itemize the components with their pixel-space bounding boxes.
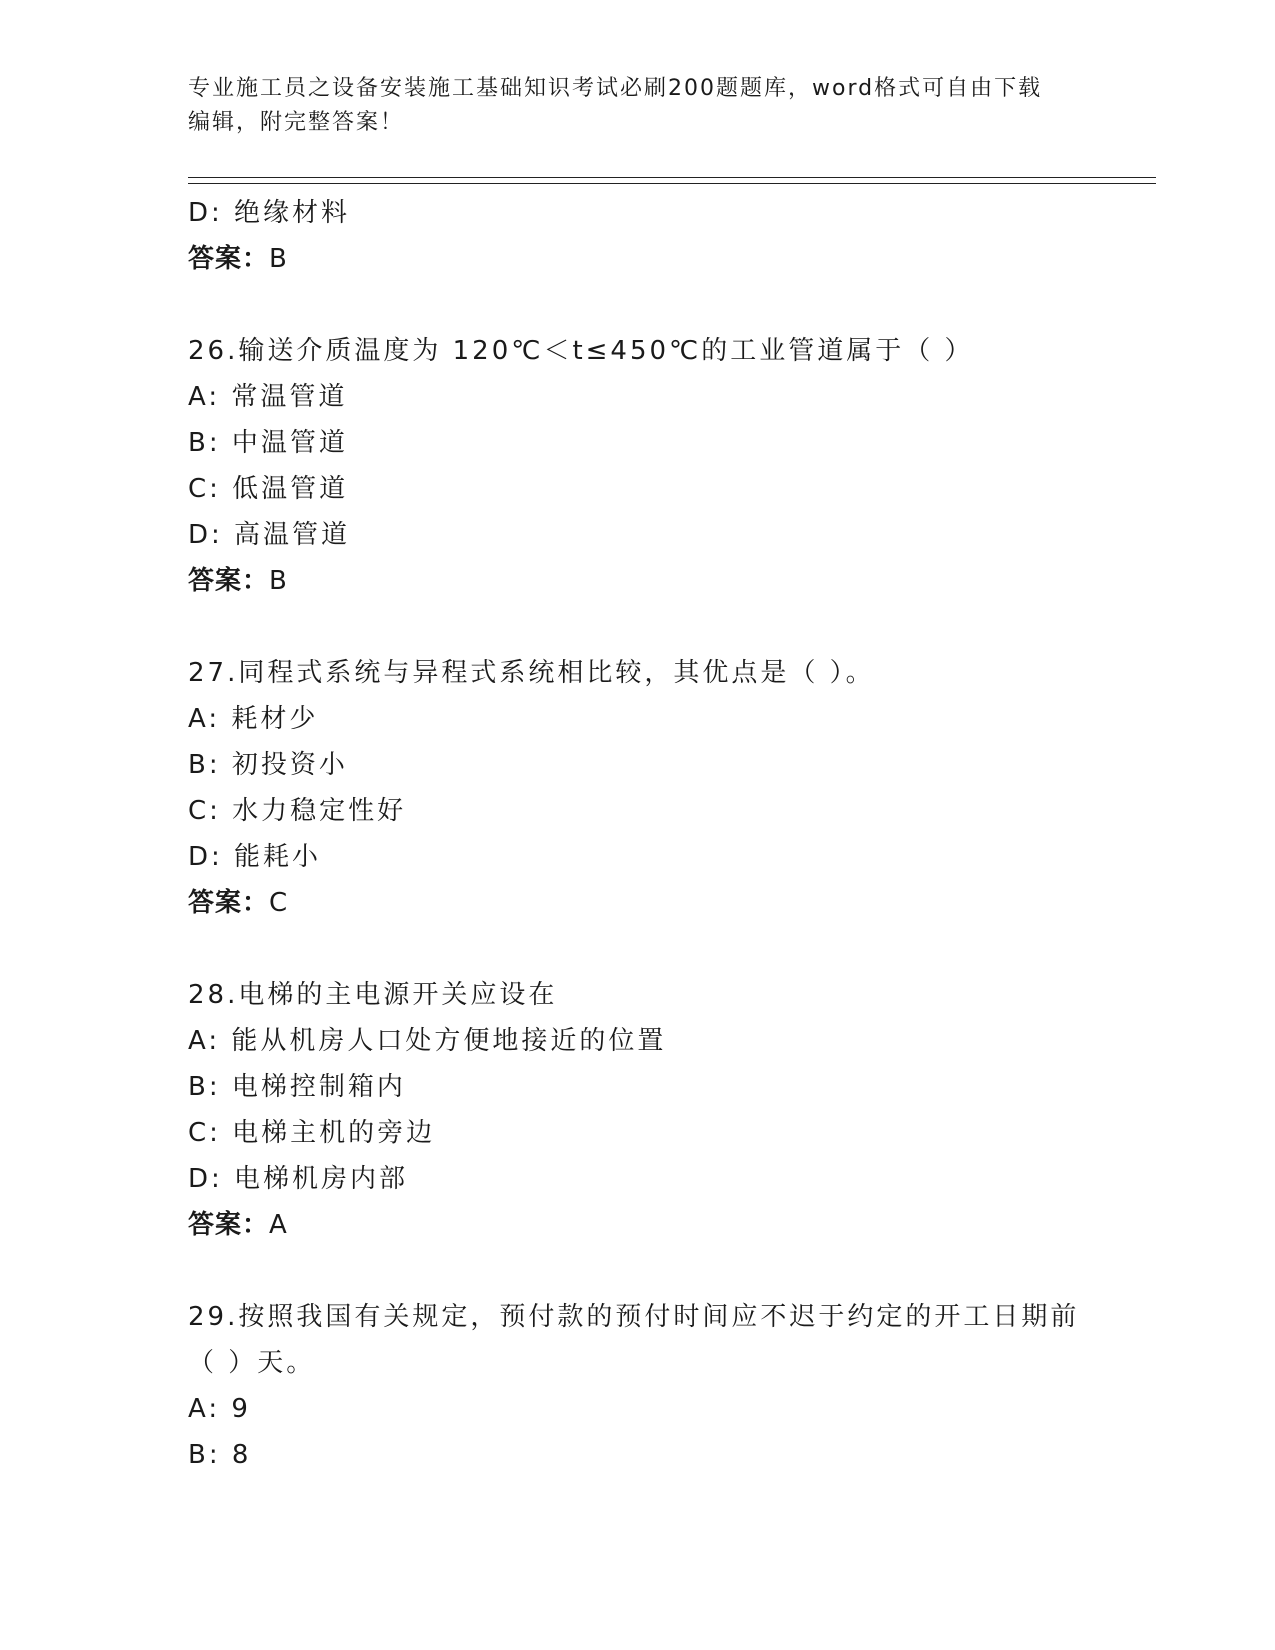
question-26-option-b: B: 中温管道: [188, 428, 348, 458]
answer-label: 答案：: [188, 888, 270, 918]
question-26-option-a: A: 常温管道: [188, 382, 348, 412]
document-header: [188, 72, 1108, 140]
question-29-option-b: B: 8: [188, 1440, 252, 1470]
header-line-2: 编辑，附完整答案！: [188, 110, 405, 135]
answer-value: C: [269, 888, 289, 918]
answer-value: B: [269, 244, 288, 274]
question-27-answer: [188, 880, 1108, 926]
question-27-option-d: D: 能耗小: [188, 842, 322, 872]
question-29-text-line-2: （ ）天。: [188, 1348, 316, 1378]
question-26-answer: [188, 558, 1108, 604]
document-body: [188, 190, 1108, 1478]
answer-value: B: [269, 566, 288, 596]
answer-label: 答案：: [188, 1210, 270, 1240]
answer-label: 答案：: [188, 244, 270, 274]
header-divider-bottom: [188, 183, 1156, 184]
question-26-text: 26.输送介质温度为 120℃＜t≤450℃的工业管道属于（ ）: [188, 336, 974, 366]
question-28-answer: [188, 1202, 1108, 1248]
question-29-option-a: A: 9: [188, 1394, 251, 1424]
option-d: D: 绝缘材料: [188, 198, 351, 228]
question-28-option-c: C: 电梯主机的旁边: [188, 1118, 436, 1148]
header-line-1: 专业施工员之设备安装施工基础知识考试必刷200题题库，word格式可自由下载: [188, 76, 1043, 101]
question-28-text: 28.电梯的主电源开关应设在: [188, 980, 558, 1010]
question-28-option-d: D: 电梯机房内部: [188, 1164, 409, 1194]
question-27-option-c: C: 水力稳定性好: [188, 796, 407, 826]
question-28-option-b: B: 电梯控制箱内: [188, 1072, 406, 1102]
question-27-option-b: B: 初投资小: [188, 750, 348, 780]
question-26-option-d: D: 高温管道: [188, 520, 351, 550]
answer-line: [188, 236, 1108, 282]
question-27-text: 27.同程式系统与异程式系统相比较，其优点是（ ）。: [188, 658, 875, 688]
question-26-option-c: C: 低温管道: [188, 474, 349, 504]
answer-label: 答案：: [188, 566, 270, 596]
header-divider-top: [188, 177, 1156, 178]
question-28-option-a: A: 能从机房人口处方便地接近的位置: [188, 1026, 667, 1056]
answer-value: A: [269, 1210, 288, 1240]
question-29-text-line-1: 29.按照我国有关规定，预付款的预付时间应不迟于约定的开工日期前: [188, 1302, 1080, 1332]
question-27-option-a: A: 耗材少: [188, 704, 319, 734]
